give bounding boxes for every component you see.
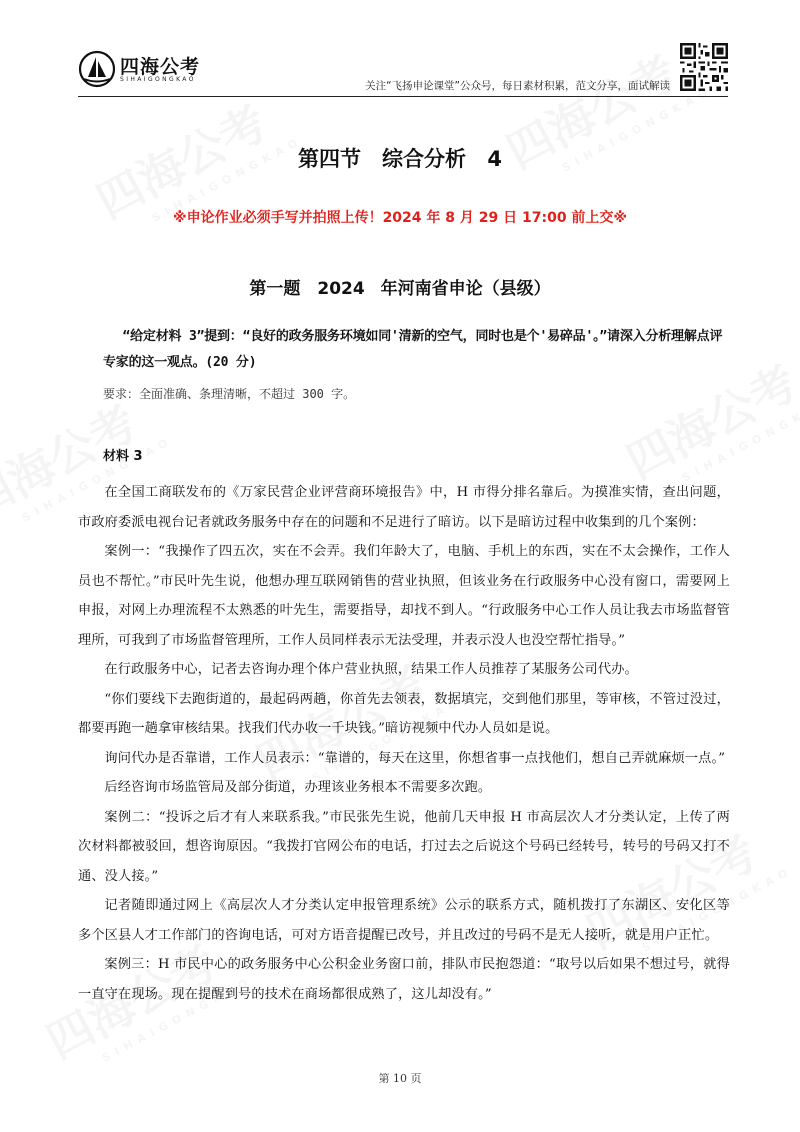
logo-subtext: SIHAIGONGKAO bbox=[120, 76, 196, 83]
submission-notice: ※申论作业必须手写并拍照上传！2024 年 8 月 29 日 17:00 前上交※ bbox=[172, 210, 628, 226]
material-paragraph: 后经咨询市场监管局及部分街道，办理该业务根本不需要多次跑。 bbox=[104, 780, 492, 795]
page-header bbox=[78, 40, 728, 100]
material-paragraph: 记者随即通过网上《高层次人才分类认定申报管理系统》公示的联系方式，随机拨打了东湖区、安化区等多个区县人才工作部门的咨询电话，可对方语音提醒已改号，并且改过的号码不是无人接听，就是用户正忙。 bbox=[78, 898, 730, 943]
page-number: 第 10 页 bbox=[378, 1072, 422, 1085]
logo-name: 四海公考 bbox=[120, 56, 201, 78]
requirement-text: 要求：全面准确、条理清晰，不超过 300 字。 bbox=[103, 387, 356, 401]
logo bbox=[78, 50, 218, 90]
material-paragraph: 询问代办是否靠谱，工作人员表示：“靠谱的，每天在这里，你想省事一点找他们，想自己弄就麻烦一点。” bbox=[104, 750, 726, 766]
material-paragraph: 在全国工商联发布的《万家民营企业评营商环境报告》中，H 市得分排名靠后。为摸准实情，查出问题，市政府委派电视台记者就政务服务中存在的问题和不足进行了暗访。以下是暗访过程中收集到的几个案例： bbox=[78, 485, 730, 530]
material-body bbox=[78, 478, 730, 1009]
sail-logo-icon bbox=[78, 50, 116, 88]
material-title: 材料 3 bbox=[103, 449, 143, 464]
material-paragraph: 案例三：H 市民中心的政务服务中心公积金业务窗口前，排队市民抱怨道：“取号以后如果不想过号，就得一直守在现场。现在提醒到号的技术在商场都很成熟了，这儿却没有。” bbox=[78, 957, 730, 1002]
header-note: 关注“飞扬申论课堂”公众号，每日素材积累，范文分享，面试解读 bbox=[365, 80, 670, 92]
question-text: “给定材料 3”提到：“良好的政务服务环境如同'清新的空气，同时也是个'易碎品'。”请深入分析理解点评专家的这一观点。(20 分) bbox=[103, 329, 723, 370]
qr-code-icon bbox=[680, 43, 728, 91]
question-title: 第一题 2024 年河南省申论（县级） bbox=[249, 279, 551, 299]
section-title: 第四节 综合分析 4 bbox=[298, 147, 502, 171]
material-paragraph: “你们要线下去跑街道的，最起码两趟，你首先去领表，数据填完，交到他们那里，等审核，不管过没过，都要再跑一趟拿审核结果。找我们代办收一千块钱。”暗访视频中代办人员如是说。 bbox=[78, 691, 730, 736]
material-paragraph: 在行政服务中心，记者去咨询办理个体户营业执照，结果工作人员推荐了某服务公司代办。 bbox=[104, 662, 638, 677]
header-divider bbox=[78, 96, 728, 97]
material-paragraph: 案例二：“投诉之后才有人来联系我。”市民张先生说，他前几天申报 H 市高层次人才分类认定，上传了两次材料都被驳回，想咨询原因。“我拨打官网公布的电话，打过去之后说这个号码已经转号，转号的号码又打不通、没人接。” bbox=[78, 809, 730, 884]
material-paragraph: 案例一：“我操作了四五次，实在不会弄。我们年龄大了，电脑、手机上的东西，实在不太会操作，工作人员也不帮忙。”市民叶先生说，他想办理互联网销售的营业执照，但该业务在行政服务中心没有窗口，需要网上申报，对网上办理流程不太熟悉的叶先生，需要指导，却找不到人。“行政服务中心工作人员让我去市场监督管理所，可我到了市场监督管理所，工作人员同样表示无法受理，并表示没人也没空帮忙指导。” bbox=[78, 544, 730, 648]
